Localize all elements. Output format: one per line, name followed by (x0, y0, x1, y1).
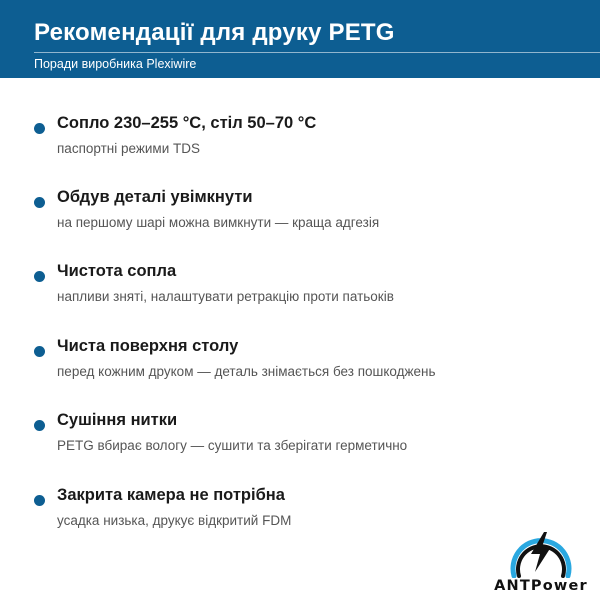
tip-subtitle: на першому шарі можна вимкнути — краща адгезія (57, 215, 380, 230)
tip-subtitle: паспортні режими TDS (57, 141, 200, 156)
bullet-dot-icon (34, 271, 45, 282)
tip-item (0, 411, 600, 471)
tip-item (0, 337, 600, 397)
tip-title: Чистота сопла (57, 262, 177, 280)
tip-title: Чиста поверхня столу (57, 337, 239, 355)
bullet-dot-icon (34, 123, 45, 134)
header-banner (0, 0, 600, 78)
tip-title: Обдув деталі увімкнути (57, 188, 253, 206)
bullet-dot-icon (34, 346, 45, 357)
tip-subtitle: перед кожним друком — деталь знімається без пошкоджень (57, 364, 436, 379)
lightning-bolt-icon (506, 522, 576, 578)
tip-subtitle: напливи зняті, налаштувати ретракцію проти патьоків (57, 289, 394, 304)
brand-logo (486, 522, 596, 600)
bullet-dot-icon (34, 495, 45, 506)
tip-title: Сопло 230–255 °C, стіл 50–70 °C (57, 114, 317, 132)
brand-name: ANTPower (494, 578, 588, 594)
tip-item (0, 262, 600, 322)
tip-item (0, 188, 600, 248)
page-subtitle: Поради виробника Plexiwire (34, 57, 197, 71)
tip-item (0, 114, 600, 174)
tip-title: Закрита камера не потрібна (57, 486, 285, 504)
header-divider (34, 52, 600, 53)
tip-title: Сушіння нитки (57, 411, 178, 429)
tip-subtitle: усадка низька, друкує відкритий FDM (57, 513, 292, 528)
bullet-dot-icon (34, 197, 45, 208)
tip-subtitle: PETG вбирає вологу — сушити та зберігати герметично (57, 438, 408, 453)
page-title: Рекомендації для друку PETG (34, 19, 395, 46)
bullet-dot-icon (34, 420, 45, 431)
